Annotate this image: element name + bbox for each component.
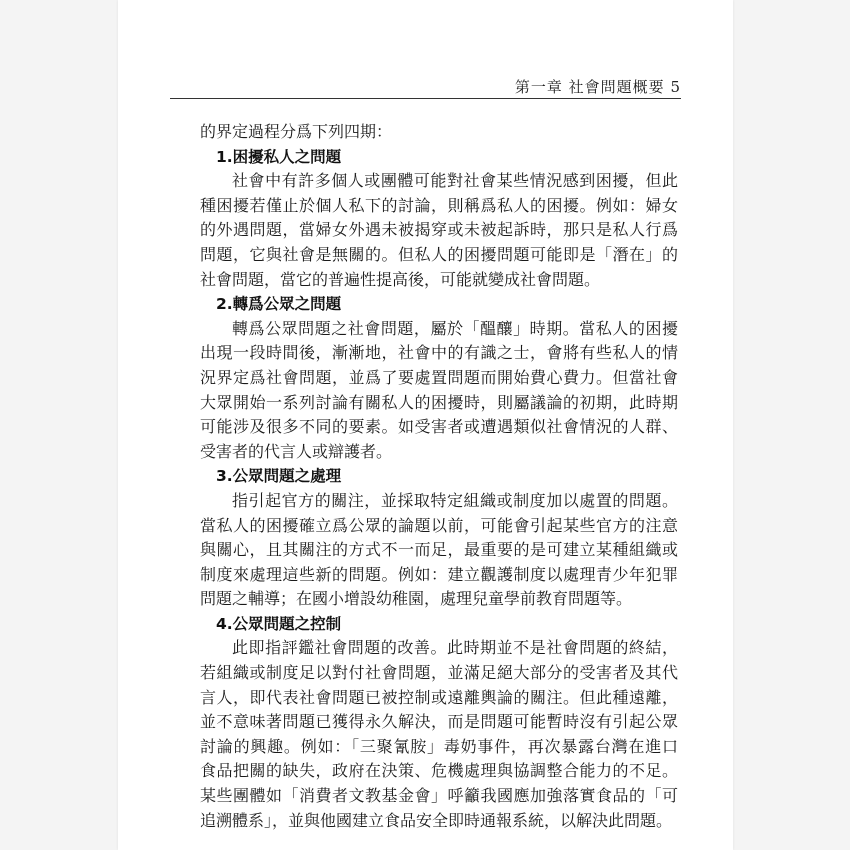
paragraph-line: 種困擾若僅止於個人私下的討論，則稱爲私人的困擾。例如：婦女 <box>200 195 678 215</box>
paragraph-line: 食品把關的缺失，政府在決策、危機處理與協調整合能力的不足。 <box>200 761 678 781</box>
paragraph-line: 與關心，且其關注的方式不一而足，最重要的是可建立某種組織或 <box>200 540 678 560</box>
paragraph-line: 的外遇問題，當婦女外遇未被揭穿或未被起訴時，那只是私人行爲 <box>200 220 678 240</box>
paragraph-line: 受害者的代言人或辯護者。 <box>200 441 393 461</box>
paragraph-line: 問題，它與社會是無關的。但私人的困擾問題可能即是「潛在」的 <box>200 244 678 264</box>
paragraph-line: 若組織或制度足以對付社會問題，並滿足絕大部分的受害者及其代 <box>200 663 678 683</box>
page-body <box>200 120 678 833</box>
header-rule <box>170 98 681 99</box>
paragraph-line: 問題之輔導；在國小增設幼稚園，處理兒童學前教育問題等。 <box>200 589 633 609</box>
section-heading: 4.公眾問題之控制 <box>216 614 342 633</box>
section-heading: 2.轉爲公眾之問題 <box>216 295 342 314</box>
paragraph-line: 當私人的困擾確立爲公眾的論題以前，可能會引起某些官方的注意 <box>200 515 678 535</box>
paragraph-line: 可能涉及很多不同的要素。如受害者或遭遇類似社會情況的人群、 <box>200 417 678 437</box>
book-page <box>118 0 733 850</box>
paragraph-line: 大眾開始一系列討論有關私人的困擾時，則屬議論的初期，此時期 <box>200 392 678 412</box>
running-title: 第一章 社會問題概要 5 <box>514 78 681 96</box>
paragraph-line: 轉爲公眾問題之社會問題，屬於「醞釀」時期。當私人的困擾 <box>232 318 678 338</box>
paragraph-line: 某些團體如「消費者文教基金會」呼籲我國應加強落實食品的「可 <box>200 786 678 806</box>
paragraph-line: 討論的興趣。例如：「三聚氰胺」毒奶事件，再次暴露台灣在進口 <box>200 736 678 756</box>
paragraph-line: 社會問題，當它的普遍性提高後，可能就變成社會問題。 <box>200 269 601 289</box>
paragraph-line: 追溯體系」，並與他國建立食品安全即時通報系統，以解決此問題。 <box>200 810 673 830</box>
page-header <box>118 74 733 98</box>
paragraph-line: 並不意味著問題已獲得永久解決，而是問題可能暫時沒有引起公眾 <box>200 712 678 732</box>
paragraph-line: 制度來處理這些新的問題。例如：建立觀護制度以處理青少年犯罪 <box>200 564 678 584</box>
paragraph-line: 社會中有許多個人或團體可能對社會某些情況感到困擾，但此 <box>232 171 678 191</box>
paragraph-line: 指引起官方的關注，並採取特定組織或制度加以處置的問題。 <box>232 490 678 510</box>
paragraph-line: 況界定爲社會問題，並爲了要處置問題而開始費心費力。但當社會 <box>200 367 678 387</box>
section-heading: 1.困擾私人之問題 <box>216 147 342 166</box>
paragraph-line: 此即指評鑑社會問題的改善。此時期並不是社會問題的終結， <box>232 638 678 658</box>
intro-line: 的界定過程分爲下列四期： <box>200 122 393 141</box>
section-heading: 3.公眾問題之處理 <box>216 467 342 486</box>
paragraph-line: 出現一段時間後，漸漸地，社會中的有識之士，會將有些私人的情 <box>200 343 678 363</box>
paragraph-line: 言人，即代表社會問題已被控制或遠離輿論的關注。但此種遠離， <box>200 687 678 707</box>
